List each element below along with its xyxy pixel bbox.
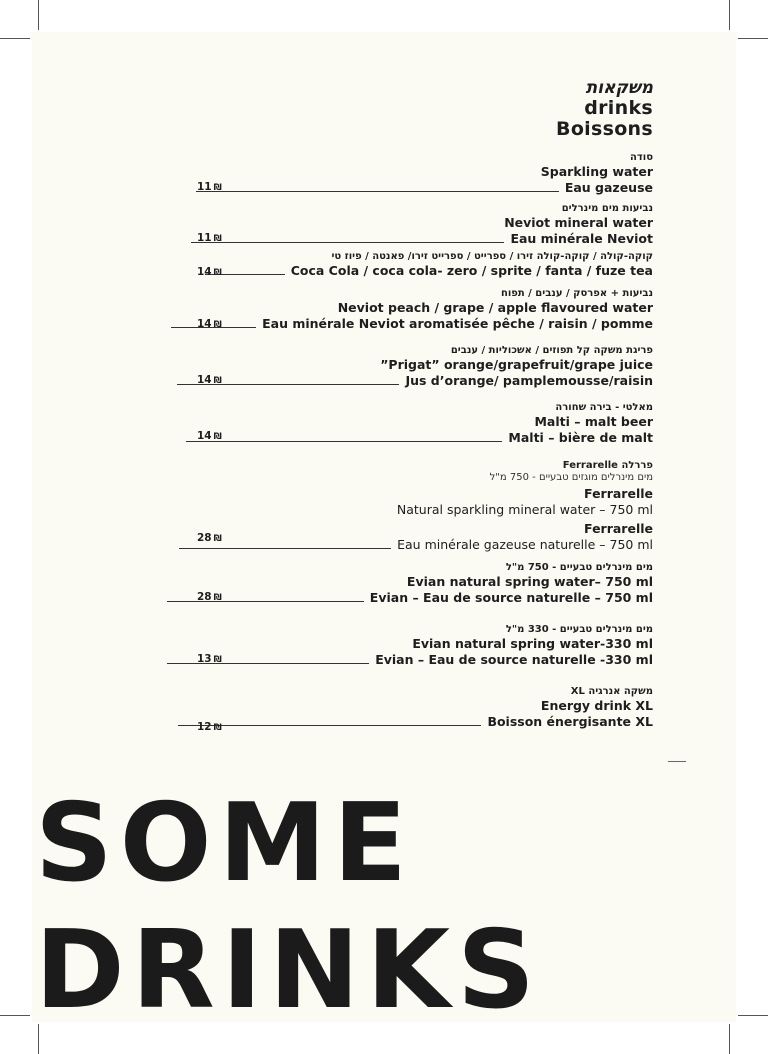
leader-line [179, 548, 391, 549]
item-english: Sparkling water [540, 164, 653, 179]
item-french: Eau gazeuse [564, 180, 653, 195]
item-price: 28 ₪ [197, 591, 222, 603]
item-hebrew: פררלה Ferrarelle [562, 460, 653, 471]
item-hebrew: נביעות מים מינרלים [561, 203, 653, 214]
crop-mark [38, 1024, 39, 1054]
item-price: 28 ₪ [197, 532, 222, 544]
item-french: Eau minérale Neviot aromatisée pêche / raisin / pomme [262, 316, 653, 331]
item-price: 11 ₪ [197, 232, 222, 244]
big-title-line2: DRINKS [35, 908, 542, 1022]
item-hebrew: סודה [630, 152, 653, 163]
header-french: Boissons [556, 118, 653, 140]
item-hebrew: משקה אנרגיה XL [570, 686, 653, 697]
item-hebrew: מים מינרלים טבעיים - 330 מ"ל [505, 624, 653, 635]
crop-mark [38, 0, 39, 30]
menu-item-coca-cola [93, 251, 653, 279]
item-french: Malti – bière de malt [508, 430, 653, 445]
leader-line [186, 441, 502, 442]
item-english-subtitle: Natural sparkling mineral water – 750 ml [396, 502, 653, 517]
header-english: drinks [584, 97, 653, 119]
menu-header [556, 78, 653, 140]
crop-mark [0, 1015, 30, 1016]
item-hebrew: נביעות + אפרסק / ענבים / תפוח [500, 288, 653, 299]
item-english-repeat: Ferrarelle [584, 521, 653, 536]
leader-line [178, 725, 481, 726]
item-english: Energy drink XL [540, 698, 653, 713]
end-mark [668, 761, 686, 762]
crop-mark [0, 38, 30, 39]
header-hebrew: משקאות [585, 78, 653, 98]
menu-item-energy-drink [93, 686, 653, 730]
menu-item-neviot [93, 203, 653, 247]
item-price: 12 ₪ [197, 721, 222, 733]
crop-mark [729, 0, 730, 30]
item-hebrew: מאלטי - בירה שחורה [555, 402, 653, 413]
item-english: Ferrarelle [584, 486, 653, 501]
item-french: Eau minérale gazeuse naturelle – 750 ml [397, 537, 653, 552]
item-english: ”Prigat” orange/grapefruit/grape juice [380, 357, 653, 372]
menu-item-soda [93, 152, 653, 196]
item-english: Neviot peach / grape / apple flavoured water [337, 300, 653, 315]
item-french: Jus d’orange/ pamplemousse/raisin [405, 373, 653, 388]
item-english: Malti – malt beer [534, 414, 653, 429]
item-french: Evian – Eau de source naturelle -330 ml [375, 652, 653, 667]
crop-mark [738, 1015, 768, 1016]
menu-item-neviot-flavoured [93, 288, 653, 332]
item-english: Evian natural spring water– 750 ml [406, 574, 653, 589]
item-english: Evian natural spring water-330 ml [412, 636, 653, 651]
item-hebrew-subtitle: מים מינרלים מוגזים טבעיים - 750 מ"ל [489, 472, 653, 483]
item-hebrew: מים מינרלים טבעיים - 750 מ"ל [505, 562, 653, 573]
item-french: Evian – Eau de source naturelle – 750 ml [369, 590, 653, 605]
menu-item-prigat [93, 345, 653, 389]
item-price: 11 ₪ [197, 181, 222, 193]
leader-line [191, 242, 504, 243]
menu-item-evian-330 [93, 624, 653, 668]
item-french: Boisson énergisante XL [487, 714, 653, 729]
menu-item-ferrarelle [93, 460, 653, 553]
item-price: 14 ₪ [197, 318, 222, 330]
menu-item-evian-750 [93, 562, 653, 606]
item-price: 13 ₪ [197, 653, 222, 665]
item-hebrew: קוקה-קולה / קוקה-קולה זירו / ספרייט / ספרייט זירו/ פאנטה / פיוז טי [331, 251, 653, 262]
leader-line [196, 191, 559, 192]
menu-page [32, 32, 736, 1022]
menu-item-malti [93, 402, 653, 446]
big-title-line1: SOME [35, 781, 414, 906]
item-price: 14 ₪ [197, 374, 222, 386]
item-price: 14 ₪ [197, 266, 222, 278]
item-french: Eau minérale Neviot [510, 231, 653, 246]
crop-mark [729, 1024, 730, 1054]
item-french: Coca Cola / coca cola- zero / sprite / fanta / fuze tea [290, 263, 653, 278]
item-price: 14 ₪ [197, 430, 222, 442]
item-hebrew: פריגת משקה קל תפוזים / אשכוליות / ענבים [450, 345, 653, 356]
item-english: Neviot mineral water [504, 215, 653, 230]
crop-mark [738, 38, 768, 39]
